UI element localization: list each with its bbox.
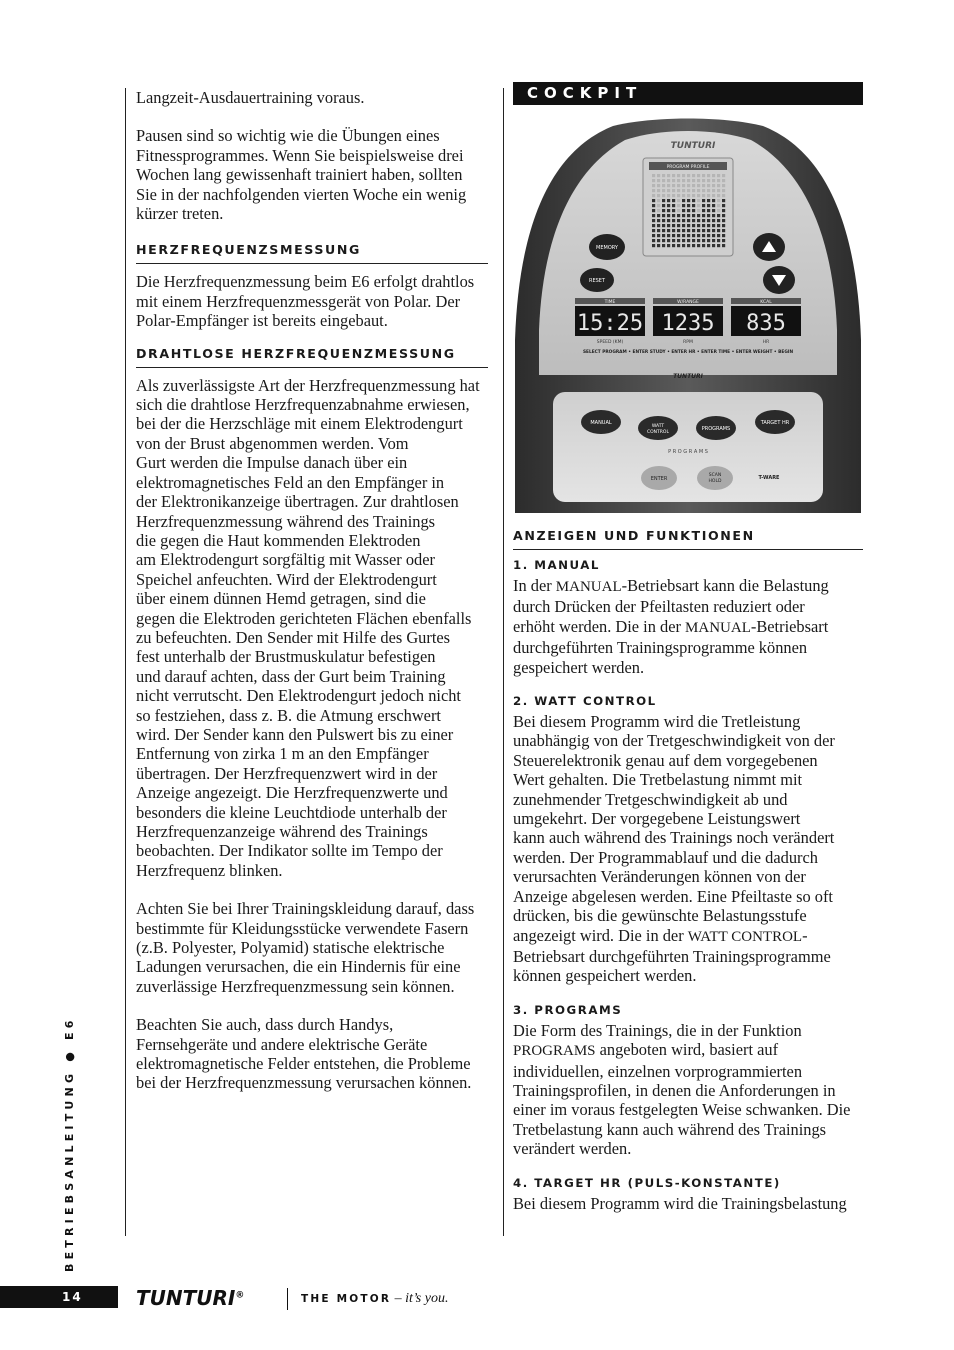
programs-paragraph [513,1021,863,1159]
text-line: Anzeige angezeigt. Die Herzfrequenzwerte und [136,783,448,803]
text-line: Speichel anfeuchten. Wird der Elektrodengurt [136,569,437,589]
text-line: Fernsehgeräte und andere elektrische Geräte [136,1034,428,1054]
text-line: Die Form des Trainings, die in der Funktion [513,1020,802,1040]
svg-text:P R O G R A M S: P R O G R A M S [668,449,708,455]
svg-text:WATT: WATT [651,424,665,429]
text-line: angezeigt wird. Die in der WATT CONTROL- [513,925,808,945]
profile-label: PROGRAM PROFILE [666,165,710,170]
text-line: werden. Der Programmablauf und die dadurch [513,847,818,867]
text-line: Entfernung von zirka 1 m an den Empfänger [136,744,429,764]
text-line: Pausen sind so wichtig wie die Übungen eines [136,126,440,146]
page-number-box [0,1286,118,1308]
text-line: Herzfrequenzmessung während des Trainings [136,511,436,531]
heading-manual: 1. MANUAL [513,558,600,572]
select-line: SELECT PROGRAM • ENTER STUDY • ENTER HR • ENTER TIME • ENTER WEIGHT • BEGIN [582,350,794,355]
scan-hold-button [697,466,733,490]
text-line: (z.B. Polyester, Polyamid) statische elektrische [136,938,445,958]
tagline: THE MOTOR – it’s you. [301,1291,449,1306]
heading-watt-control: 2. WATT CONTROL [513,694,657,709]
text-line: so festziehen, dass z. B. die Atmung erschwert [136,705,441,725]
svg-text:SPEED (KM): SPEED (KM) [596,340,624,345]
column-divider-middle [503,88,504,1236]
text-line: Fitnessprogrammes. Wenn Sie beispielsweise drei [136,145,464,165]
svg-text:RPM: RPM [683,340,693,345]
text-line: PROGRAMS angeboten wird, basiert auf [513,1040,779,1060]
text-line: erhöht werden. Die in der MANUAL-Betriebsart [513,616,829,636]
text-line: kürzer treten. [136,204,224,224]
watt-readout: 1235 [661,311,715,336]
text-line: verursachten Veränderungen können von der [513,867,806,887]
text-line: Achten Sie bei Ihrer Trainingskleidung darauf, dass [136,899,475,919]
heading-target-hr: 4. TARGET HR (PULS-KONSTANTE) [513,1175,781,1190]
text-line: über einem dünnen Hemd getragen, sind die [136,589,426,609]
svg-text:TARGET HR: TARGET HR [760,420,790,426]
svg-text:KCAL: KCAL [760,300,772,305]
svg-text:TUNTURI: TUNTURI [673,373,703,380]
text-line: Ladungen verursachen, die ein Hindernis für eine [136,957,461,977]
svg-text:HR: HR [762,340,770,345]
tunturi-logo: TUNTURI® [136,1286,245,1310]
text-line: bei der Herzfrequenzmessung verursachen können. [136,1073,472,1093]
text-line: Herzfrequenzanzeige während des Trainings [136,822,428,841]
svg-text:MANUAL: MANUAL [590,420,612,426]
text-line: Herzfrequenz blinken. [136,860,283,880]
text-line: elektromagnetische Felder entstehen, die Probleme [136,1054,471,1074]
heart-rate-paragraph [136,272,488,330]
cockpit-photo [513,110,863,513]
text-line: einer im voraus festgelegten Weise schwanken. Die [513,1100,851,1120]
text-line: Wochen lang gewissenhaft trainiert haben, sollten [136,165,463,185]
svg-text:T-WARE: T-WARE [758,475,780,481]
text-line: kann auch während des Trainings noch verändert [513,828,835,848]
svg-text:RESET: RESET [588,278,606,284]
text-line: Steuerelektronik genau auf dem vorgegebenen [513,750,818,770]
text-line: bestimmte für Kleidungsstücke verwendete Fasern [136,918,469,938]
heading-anzeigen: ANZEIGEN UND FUNKTIONEN [513,528,863,550]
text-line: die gegen die Haut kommenden Elektroden [136,530,421,550]
rest-paragraph [136,126,488,223]
text-line: gegen die Elektroden gerichteten Flächen ebenfalls [136,608,472,628]
cockpit-console-illustration [513,110,863,513]
led-matrix [652,174,725,247]
heading-programs: 3. PROGRAMS [513,1002,623,1017]
side-label: BETRIEBSANLEITUNG ● E6 [63,1016,76,1272]
console-brand: TUNTURI [670,141,716,151]
text-line: Als zuverlässigste Art der Herzfrequenzmessung hat [136,375,480,395]
text-line: Langzeit-Ausdauertraining voraus. [136,88,365,107]
text-line: unabhängig von der Tretgeschwindigkeit von der [513,731,835,751]
page-number: 14 [62,1290,83,1304]
svg-text:W/RANGE: W/RANGE [677,300,699,305]
text-line: drücken, bis die gewünschte Belastungsstufe [513,906,807,926]
text-line: der Elektronikanzeige übertragen. Zur drahtlosen [136,492,459,512]
text-line: nicht verrutscht. Den Elektrodengurt jedoch nicht [136,686,461,706]
text-line: Trainingsprofilen, in denen die Anforderungen in [513,1080,836,1100]
footer-divider [287,1288,288,1310]
section-bar-cockpit [513,82,863,105]
text-line: umgekehrt. Der vorgegebene Leistungswert [513,809,801,829]
text-line: besonders die kleine Leuchtdiode unterhalb der [136,802,447,822]
text-line: verändert werden. [513,1139,632,1159]
text-line: Betriebsart durchgeführten Trainingsprogramme [513,946,831,966]
intro-paragraph [136,88,488,107]
text-line: zuverlässige Herzfrequenzmessung sein können. [136,976,455,996]
text-line: am Elektrodengurt sorgfältig mit Wasser oder [136,550,435,570]
text-line: zu befeuchten. Den Sender mit Hilfe des Gurtes [136,627,451,647]
text-line: Wert gehalten. Die Tretbelastung nimmt mit [513,770,803,790]
text-line: Bei diesem Programm wird die Trainingsbelastung [513,1193,847,1213]
text-line: wird. Der Sender kann den Pulswert bis zu einer [136,724,454,744]
text-line: durchgeführten Trainingsprogramme können [513,638,808,658]
svg-text:ENTER: ENTER [650,476,668,482]
text-line: Sie in der nachfolgenden vierten Woche ein wenig [136,184,467,204]
text-line: bei der die Herzschläge mit einem Elektrodengurt [136,414,463,434]
text-line: individuellen, einzelnen vorprogrammierten [513,1061,803,1081]
right-column [513,528,863,1213]
text-line: Polar-Empfänger ist bereits eingebaut. [136,311,388,331]
text-line: Bei diesem Programm wird die Tretleistung [513,712,801,732]
text-line: elektromagnetisches Feld an den Empfänger in [136,472,445,492]
svg-text:HOLD: HOLD [708,479,722,484]
svg-text:TIME: TIME [604,300,616,305]
text-line: von der Brust abgenommen werden. Vom [136,433,409,453]
svg-text:PROGRAMS: PROGRAMS [701,426,731,432]
text-line: sich die drahtlose Herzfrequenzabnahme erwiesen, [136,395,470,415]
text-line: beobachten. Der Indikator sollte im Tempo der [136,841,443,861]
left-column [136,88,488,1093]
heading-wireless-heart-rate: DRAHTLOSE HERZFREQUENZMESSUNG [136,346,488,368]
text-line: gespeichert werden. [513,657,645,677]
clothing-paragraph [136,899,488,996]
heading-herzfrequenzmessung: HERZFREQUENZSMESSUNG [136,242,488,264]
svg-text:SCAN: SCAN [708,473,722,478]
target-hr-paragraph [513,1194,863,1213]
svg-text:CONTROL: CONTROL [647,430,669,435]
text-line: Tretbelastung kann auch während des Trainings [513,1119,827,1139]
section-title: COCKPIT [527,84,643,102]
text-line: fest unterhalb der Brustmuskulatur befestigen [136,647,436,667]
text-line: zunehmender Tretgeschwindigkeit ab und [513,789,788,809]
text-line: übertragen. Der Herzfrequenzwert wird in der [136,763,438,783]
time-readout: 15:25 [576,311,644,336]
manual-paragraph [513,576,863,677]
kcal-readout: 835 [746,311,786,336]
text-line: durch Drücken der Pfeiltasten reduziert oder [513,597,805,617]
text-line: können gespeichert werden. [513,966,697,986]
watt-control-paragraph [513,712,863,986]
lower-panel [553,392,823,502]
interference-paragraph [136,1015,488,1093]
text-line: und darauf achten, dass der Gurt beim Training [136,666,446,686]
text-line: mit einem Herzfrequenzmessgerät von Polar. Der [136,291,461,311]
text-line: Die Herzfrequenzmessung beim E6 erfolgt drahtlos [136,272,475,292]
text-line: Anzeige abgelesen werden. Eine Pfeiltaste so oft [513,886,833,906]
svg-text:MEMORY: MEMORY [596,245,618,251]
text-line: In der MANUAL-Betriebsart kann die Belastung [513,576,829,595]
column-divider-left [125,88,126,1236]
text-line: Gurt werden die Impulse danach über ein [136,453,408,473]
text-line: Beachten Sie auch, dass durch Handys, [136,1015,394,1035]
wireless-paragraph [136,376,488,881]
